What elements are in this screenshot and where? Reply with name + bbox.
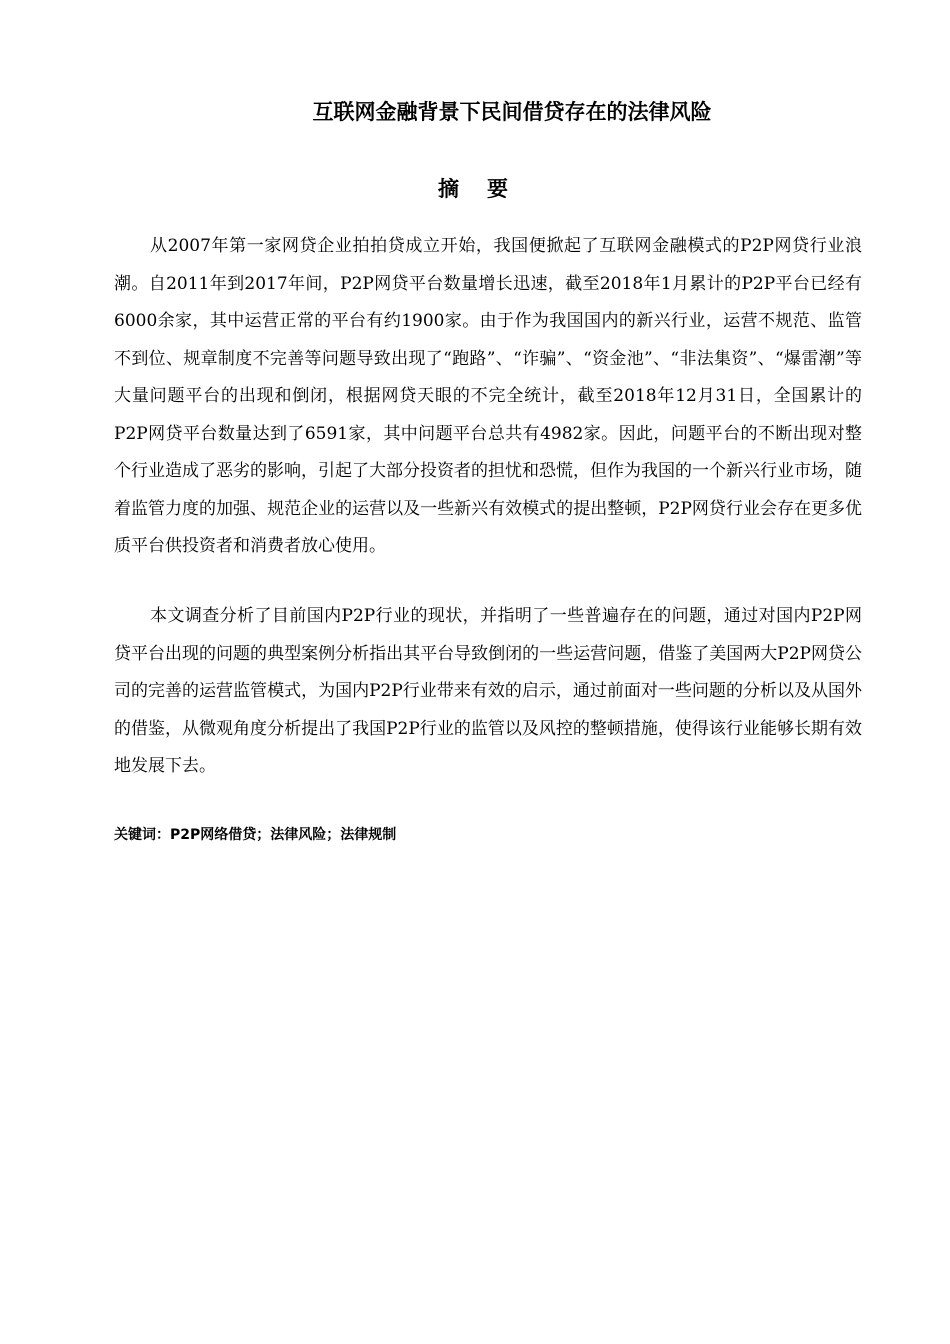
abstract-paragraph-1: 从2007年第一家网贷企业拍拍贷成立开始，我国便掀起了互联网金融模式的P2P网贷行业浪潮。自2011年到2017年间，P2P网贷平台数量增长迅速，截至2018年1月累计的P2P平台已经有6000余家，其中运营正常的平台有约1900家。由于作为我国国内的新兴行业，运营不规范、监管不到位、规章制度不完善等问题导致出现了“跑路”、“诈骗”、“资金池”、“非法集资”、“爆雷潮”等大量问题平台的出现和倒闭，根据网贷天眼的不完全统计，截至2018年12月31日，全国累计的P2P网贷平台数量达到了6591家，其中问题平台总共有4982家。因此，问题平台的不断出现对整个行业造成了恶劣的影响，引起了大部分投资者的担忧和恐慌，但作为我国的一个新兴行业市场，随着监管力度的加强、规范企业的运营以及一些新兴有效模式的提出整顿，P2P网贷行业会存在更多优质平台供投资者和消费者放心使用。 — [114, 236, 862, 556]
abstract-paragraph-2: 本文调查分析了目前国内P2P行业的现状，并指明了一些普遍存在的问题，通过对国内P2P网贷平台出现的问题的典型案例分析指出其平台导致倒闭的一些运营问题，借鉴了美国两大P2P网贷公司的完善的运营监管模式，为国内P2P行业带来有效的启示，通过前面对一些问题的分析以及从国外的借鉴，从微观角度分析提出了我国P2P行业的监管以及风控的整顿措施，使得该行业能够长期有效地发展下去。 — [114, 606, 862, 776]
keywords-line: 关键词：P2P网络借贷；法律风险；法律规制 — [114, 827, 397, 843]
document-title: 互联网金融背景下民间借贷存在的法律风险 — [312, 100, 712, 124]
abstract-heading: 摘要 — [438, 177, 536, 201]
